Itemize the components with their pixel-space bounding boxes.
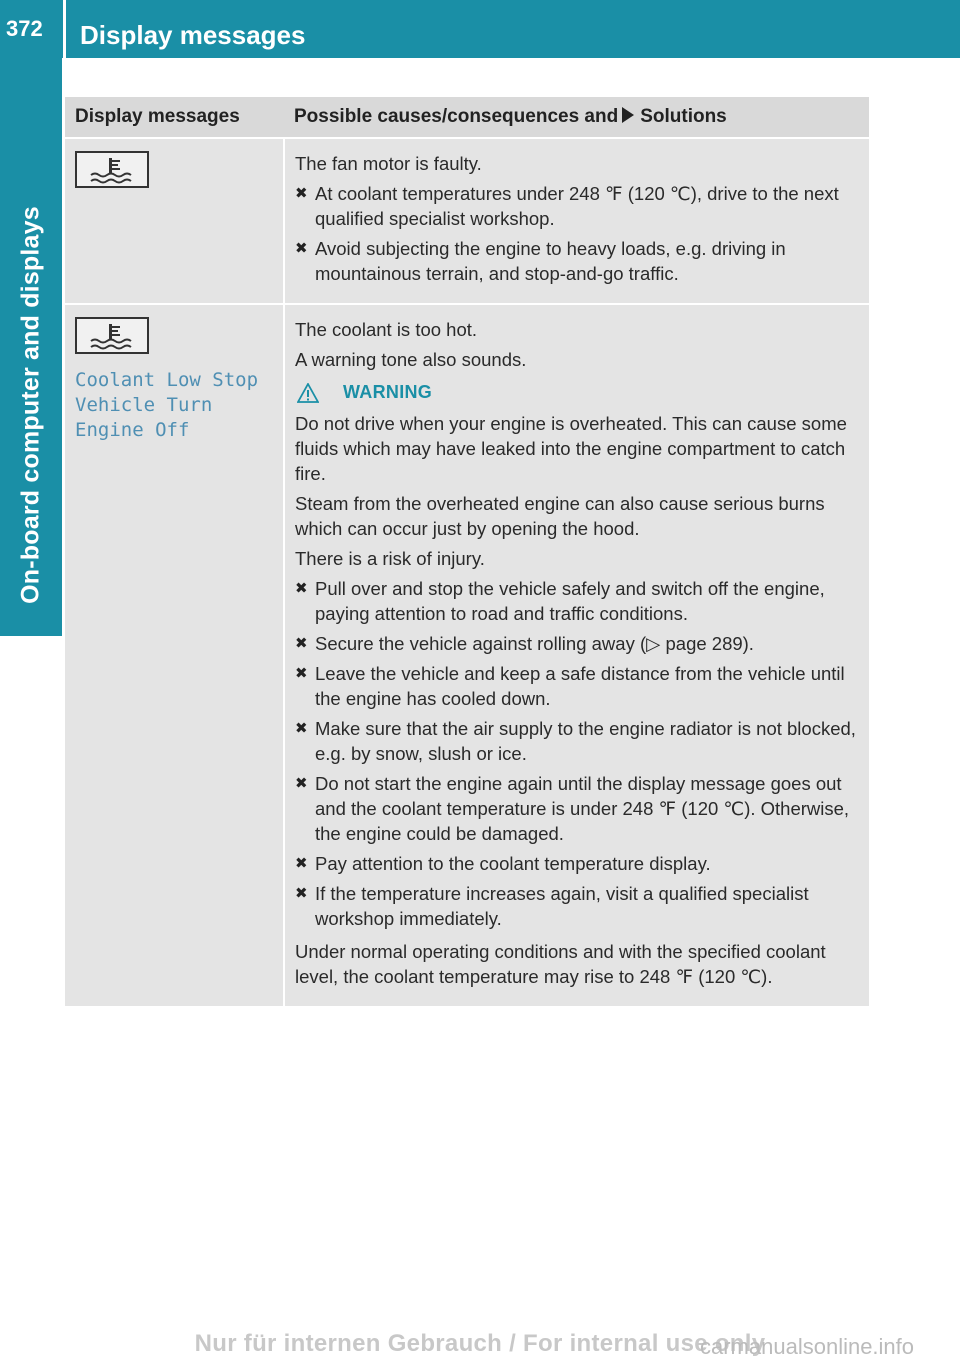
cause-text: A warning tone also sounds.	[295, 349, 527, 370]
cause-text: The coolant is too hot.	[295, 319, 478, 340]
step-text: Make sure that the air supply to the engine radiator is not blocked, e.g. by snow, slush or ice.	[315, 718, 856, 764]
arrow-right-icon	[622, 107, 634, 123]
list-item	[295, 631, 860, 656]
coolant-temperature-icon	[75, 317, 149, 354]
display-message-cell	[65, 304, 284, 1006]
step-text: Leave the vehicle and keep a safe distance from the vehicle until the engine has cooled down.	[315, 663, 845, 709]
causes-solutions-cell	[284, 138, 869, 304]
closing-text: Under normal operating conditions and with the specified coolant level, the coolant temperature may rise to 248 ℉ (120 ℃).	[295, 941, 826, 987]
step-text: Secure the vehicle against rolling away (▷ page 289).	[315, 633, 754, 654]
header-causes-text: Possible causes/consequences and	[294, 106, 619, 127]
table-row	[65, 138, 869, 304]
header-causes-solutions	[284, 97, 869, 138]
step-arrow-icon: ✖	[295, 240, 308, 257]
header-solutions-text: Solutions	[640, 106, 727, 127]
page-title: Display messages	[80, 20, 306, 50]
display-message-text: Coolant Low Stop Vehicle Turn Engine Off	[75, 369, 259, 441]
step-arrow-icon: ✖	[295, 635, 308, 652]
watermark-site: carmanualsonline.info	[700, 1334, 915, 1359]
list-item	[295, 576, 860, 626]
header-display-messages: Display messages	[65, 97, 284, 138]
display-messages-table	[65, 97, 869, 1006]
step-text: Avoid subjecting the engine to heavy loads, e.g. driving in mountainous terrain, and stop-and-go traffic.	[315, 238, 786, 284]
step-arrow-icon: ✖	[295, 580, 308, 597]
step-arrow-icon: ✖	[295, 720, 308, 737]
warning-text: Do not drive when your engine is overheated. This can cause some fluids which may have leaked into the engine compartment to catch fire.	[295, 413, 847, 484]
display-message-cell	[65, 138, 284, 304]
warning-triangle-icon	[297, 383, 319, 403]
header-bar	[0, 0, 960, 58]
step-text: If the temperature increases again, visit a qualified specialist workshop immediately.	[315, 883, 809, 929]
page-number: 372	[6, 16, 43, 41]
table-row	[65, 304, 869, 1006]
list-item	[295, 881, 860, 931]
warning-text: There is a risk of injury.	[295, 548, 485, 569]
coolant-temperature-icon	[75, 151, 149, 188]
step-text: Do not start the engine again until the display message goes out and the coolant temperature is under 248 ℉ (120 ℃). Otherwise, the engine could be damaged.	[315, 773, 850, 844]
step-arrow-icon: ✖	[295, 185, 308, 202]
warning-label: WARNING	[343, 382, 433, 402]
side-tab	[0, 58, 62, 636]
list-item	[295, 716, 860, 766]
step-arrow-icon: ✖	[295, 775, 308, 792]
warning-text: Steam from the overheated engine can also cause serious burns which can occur just by opening the hood.	[295, 493, 825, 539]
list-item	[295, 661, 860, 711]
step-text: Pay attention to the coolant temperature display.	[315, 853, 711, 874]
cause-text: The fan motor is faulty.	[295, 153, 482, 174]
step-text: Pull over and stop the vehicle safely and switch off the engine, paying attention to road and traffic conditions.	[315, 578, 825, 624]
warning-heading	[295, 380, 860, 405]
list-item	[295, 181, 860, 231]
header-divider	[63, 0, 66, 58]
internal-use-notice: Nur für internen Gebrauch / For internal use only	[194, 1330, 766, 1357]
step-text: At coolant temperatures under 248 ℉ (120 ℃), drive to the next qualified specialist workshop.	[315, 183, 839, 229]
side-tab-label: On-board computer and displays	[16, 206, 45, 604]
list-item	[295, 236, 860, 286]
step-arrow-icon: ✖	[295, 885, 308, 902]
step-arrow-icon: ✖	[295, 665, 308, 682]
list-item	[295, 771, 860, 846]
causes-solutions-cell	[284, 304, 869, 1006]
list-item	[295, 851, 860, 876]
step-arrow-icon: ✖	[295, 855, 308, 872]
